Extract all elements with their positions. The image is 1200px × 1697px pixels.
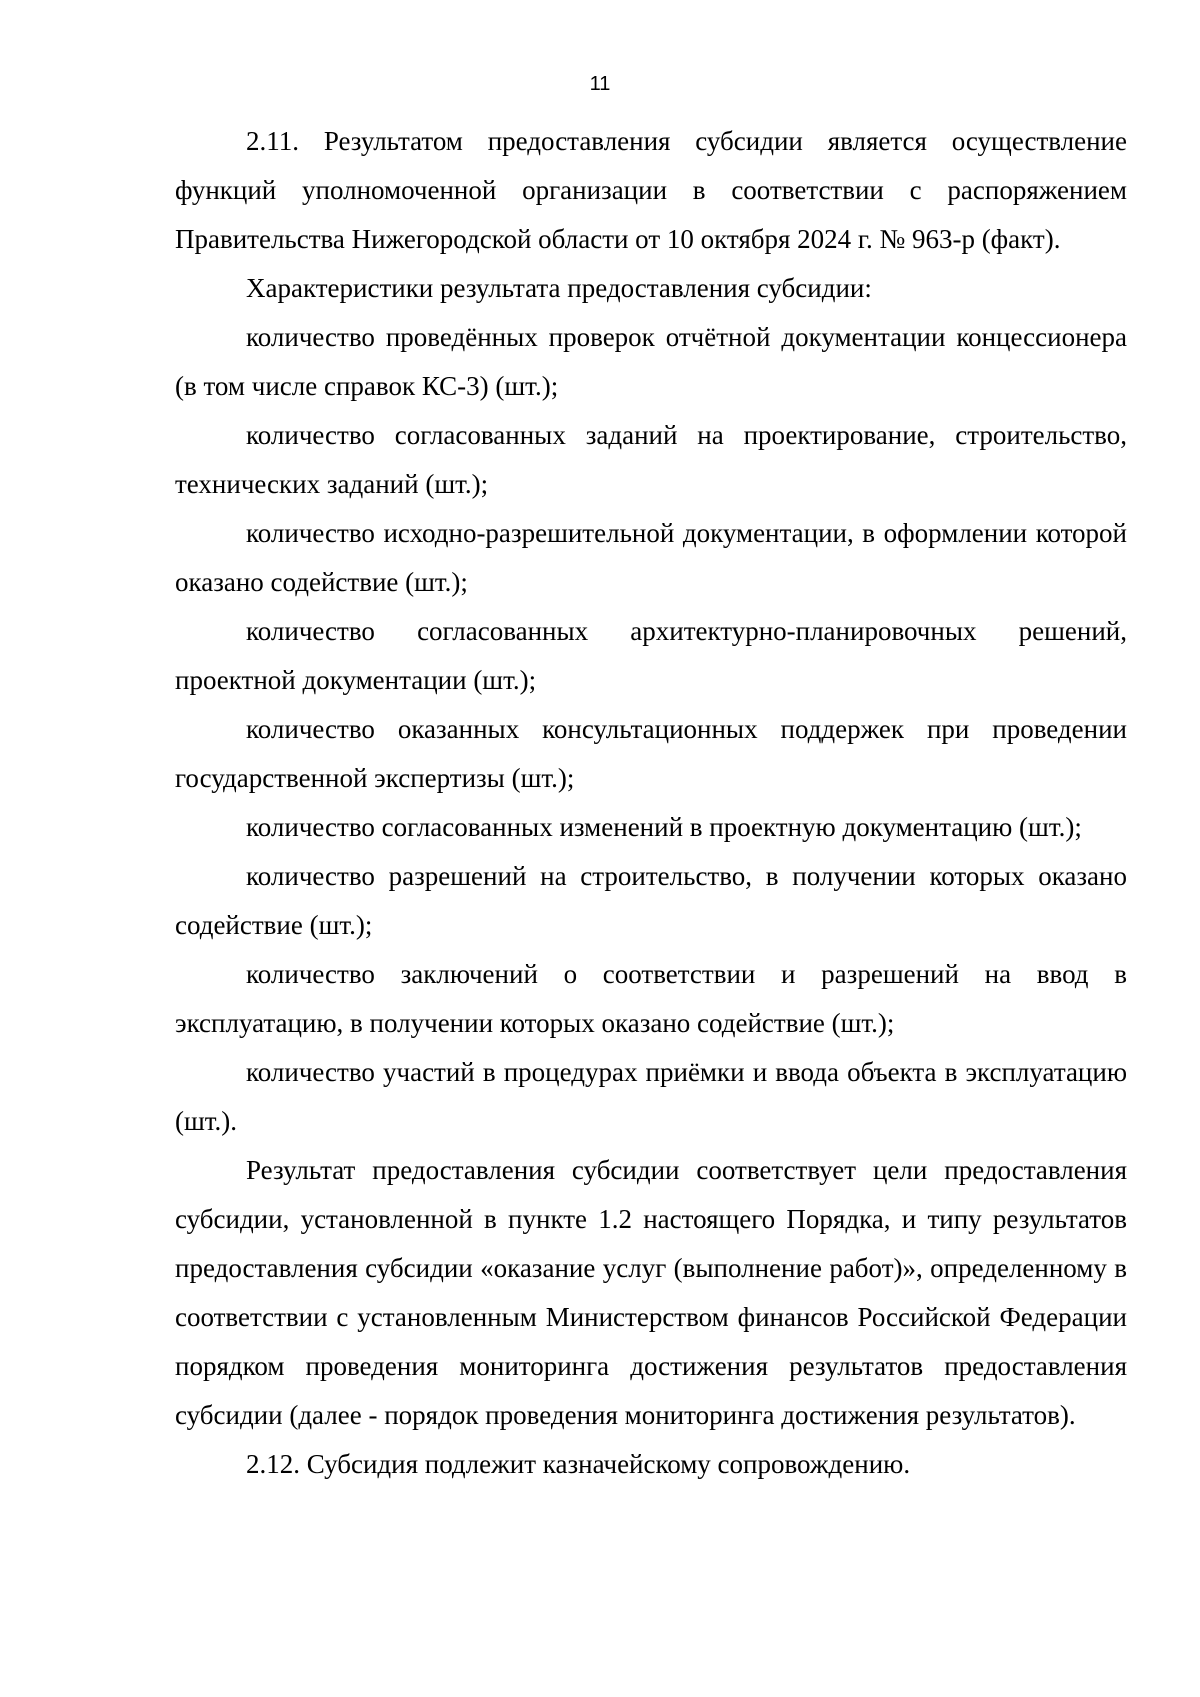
list-item-acceptance-procedures: количество участий в процедурах приёмки и ввода объекта в эксплуатацию (шт.). [175, 1057, 1127, 1136]
list-item-inspections: количество проведённых проверок отчётной документации концессионера (в том числе справок КС-3) (шт.); [175, 322, 1127, 401]
paragraph-result-correspondence: Результат предоставления субсидии соответствует цели предоставления субсидии, установленной в пункте 1.2 настоящего Порядка, и типу результатов предоставления субсидии «оказание услуг (выполнение работ)», определенному в соответствии с установленным Министерством финансов Российской Федерации порядком проведения мониторинга достижения результатов предоставления субсидии (далее - порядок проведения мониторинга достижения результатов). [175, 1155, 1127, 1430]
list-item-architectural-solutions: количество согласованных архитектурно-планировочных решений, проектной документации (шт.); [175, 616, 1127, 695]
paragraph-2-12: 2.12. Субсидия подлежит казначейскому сопровождению. [246, 1449, 911, 1479]
list-item-design-changes: количество согласованных изменений в проектную документацию (шт.); [246, 812, 1082, 842]
list-item-consultations: количество оказанных консультационных поддержек при проведении государственной экспертизы (шт.); [175, 714, 1127, 793]
list-item-construction-permits: количество разрешений на строительство, в получении которых оказано содействие (шт.); [175, 861, 1127, 940]
list-item-design-assignments: количество согласованных заданий на проектирование, строительство, технических заданий (шт.); [175, 420, 1127, 499]
list-item-commissioning-permits: количество заключений о соответствии и разрешений на ввод в эксплуатацию, в получении которых оказано содействие (шт.); [175, 959, 1127, 1038]
page-number: 11 [589, 73, 611, 95]
document-body [175, 117, 1127, 1489]
paragraph-characteristics-heading: Характеристики результата предоставления субсидии: [246, 273, 872, 303]
paragraph-2-11: 2.11. Результатом предоставления субсидии является осуществление функций уполномоченной организации в соответствии с распоряжением Правительства Нижегородской области от 10 октября 2024 г. № 963-р (факт). [175, 126, 1127, 254]
list-item-permit-documentation: количество исходно-разрешительной документации, в оформлении которой оказано содействие (шт.); [175, 518, 1127, 597]
